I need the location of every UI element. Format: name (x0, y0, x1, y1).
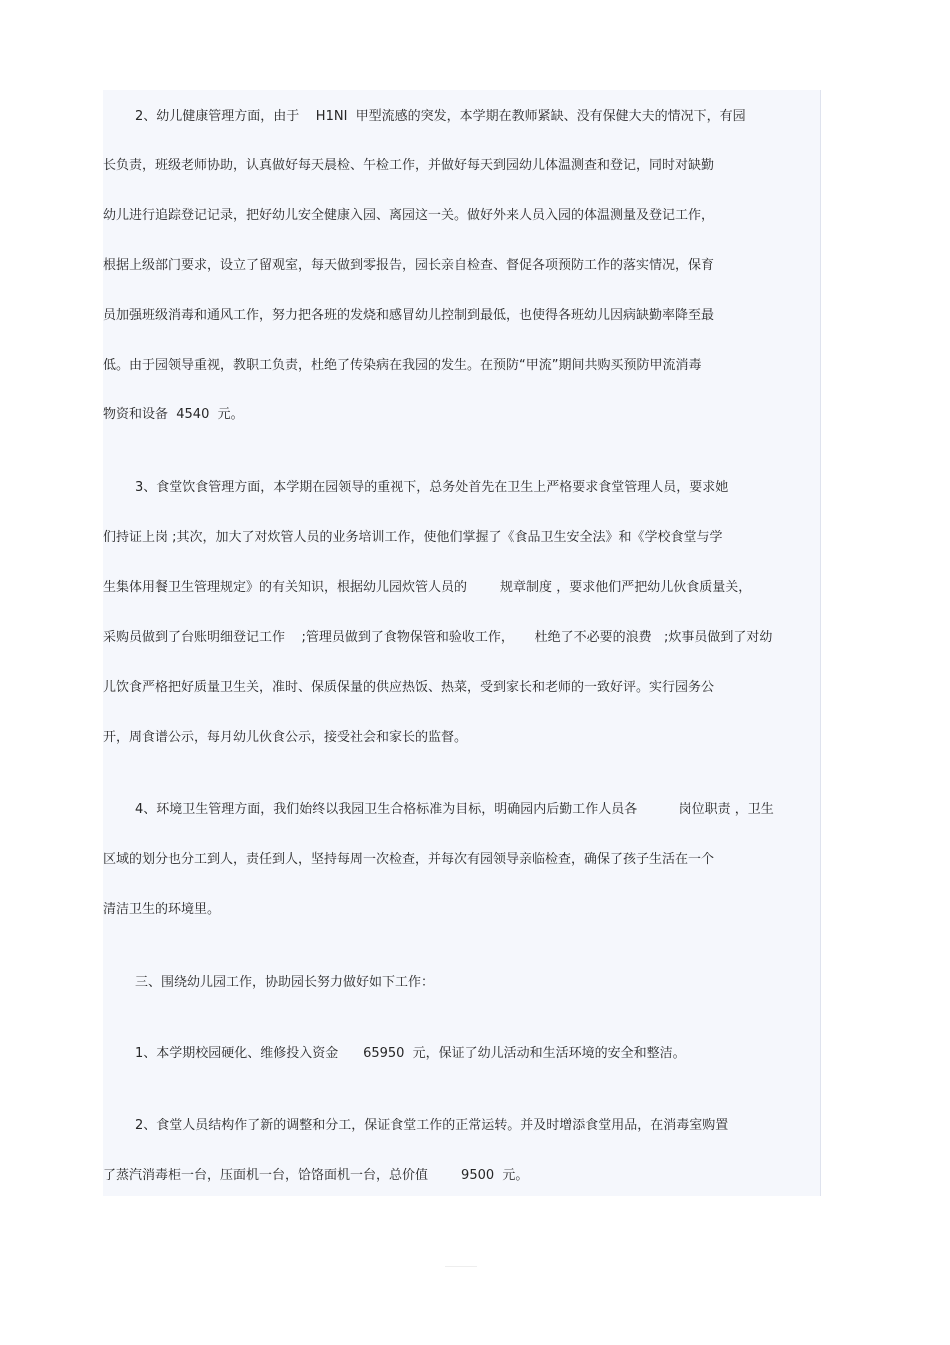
paragraph-health-line-2: 长负责，班级老师协助，认真做好每天晨检、午检工作，并做好每天到园幼儿体温测查和登记，同时对缺勤 (103, 158, 715, 173)
paragraph-canteen-line-5: 儿饮食严格把好质量卫生关，准时、保质保量的供应热饭、热菜，受到家长和老师的一致好评。实行园务公 (103, 680, 715, 695)
paragraph-health-line-1: 2、幼儿健康管理方面，由于 H1NI 甲型流感的突发，本学期在教师紧缺、没有保健大夫的情况下，有园 (135, 109, 746, 124)
paragraph-canteen-line-3: 生集体用餐卫生管理规定》的有关知识，根据幼儿园炊管人员的 规章制度 ，要求他们严把幼儿伙食质量关， (103, 580, 752, 595)
paragraph-staff-line-2: 了蒸汽消毒柜一台，压面机一台，饸饹面机一台，总价值 9500 元。 (103, 1168, 529, 1183)
paragraph-environment-line-3: 清洁卫生的环境里。 (103, 902, 221, 917)
paragraph-health-line-6: 低。由于园领导重视，教职工负责，杜绝了传染病在我园的发生。在预防“甲流”期间共购买预防甲流消毒 (103, 358, 702, 373)
paragraph-canteen-line-2: 们持证上岗 ;其次，加大了对炊管人员的业务培训工作，使他们掌握了《食品卫生安全法》和《学校食堂与学 (103, 530, 723, 545)
paragraph-environment-line-2: 区域的划分也分工到人，责任到人，坚持每周一次检查，并每次有园领导亲临检查，确保了孩子生活在一个 (103, 852, 715, 867)
page-footer-mark (445, 1266, 477, 1267)
paragraph-canteen-line-1: 3、食堂饮食管理方面，本学期在园领导的重视下，总务处首先在卫生上严格要求食堂管理人员，要求她 (135, 480, 729, 495)
paragraph-health-line-7: 物资和设备 4540 元。 (103, 407, 244, 422)
paragraph-investment-line-1: 1、本学期校园硬化、维修投入资金 65950 元，保证了幼儿活动和生活环境的安全和整洁。 (135, 1046, 686, 1061)
paragraph-health-line-5: 员加强班级消毒和通风工作，努力把各班的发烧和感冒幼儿控制到最低，也使得各班幼儿因病缺勤率降至最 (103, 308, 715, 323)
paragraph-environment-line-1: 4、环境卫生管理方面，我们始终以我园卫生合格标准为目标，明确园内后勤工作人员各 岗位职责 ，卫生 (135, 802, 774, 817)
paragraph-staff-line-1: 2、食堂人员结构作了新的调整和分工，保证食堂工作的正常运转。并及时增添食堂用品，在消毒室购置 (135, 1118, 729, 1133)
paragraph-health-line-3: 幼儿进行追踪登记记录，把好幼儿安全健康入园、离园这一关。做好外来人员入园的体温测量及登记工作， (103, 208, 715, 223)
paragraph-canteen-line-4: 采购员做到了台账明细登记工作 ;管理员做到了食物保管和验收工作， 杜绝了不必要的浪费 ;炊事员做到了对幼 (103, 630, 773, 645)
section-heading-three: 三、围绕幼儿园工作，协助园长努力做好如下工作： (135, 975, 435, 990)
paragraph-canteen-line-6: 开，周食谱公示，每月幼儿伙食公示，接受社会和家长的监督。 (103, 730, 468, 745)
paragraph-health-line-4: 根据上级部门要求，设立了留观室，每天做到零报告，园长亲自检查、督促各项预防工作的落实情况，保育 (103, 258, 715, 273)
